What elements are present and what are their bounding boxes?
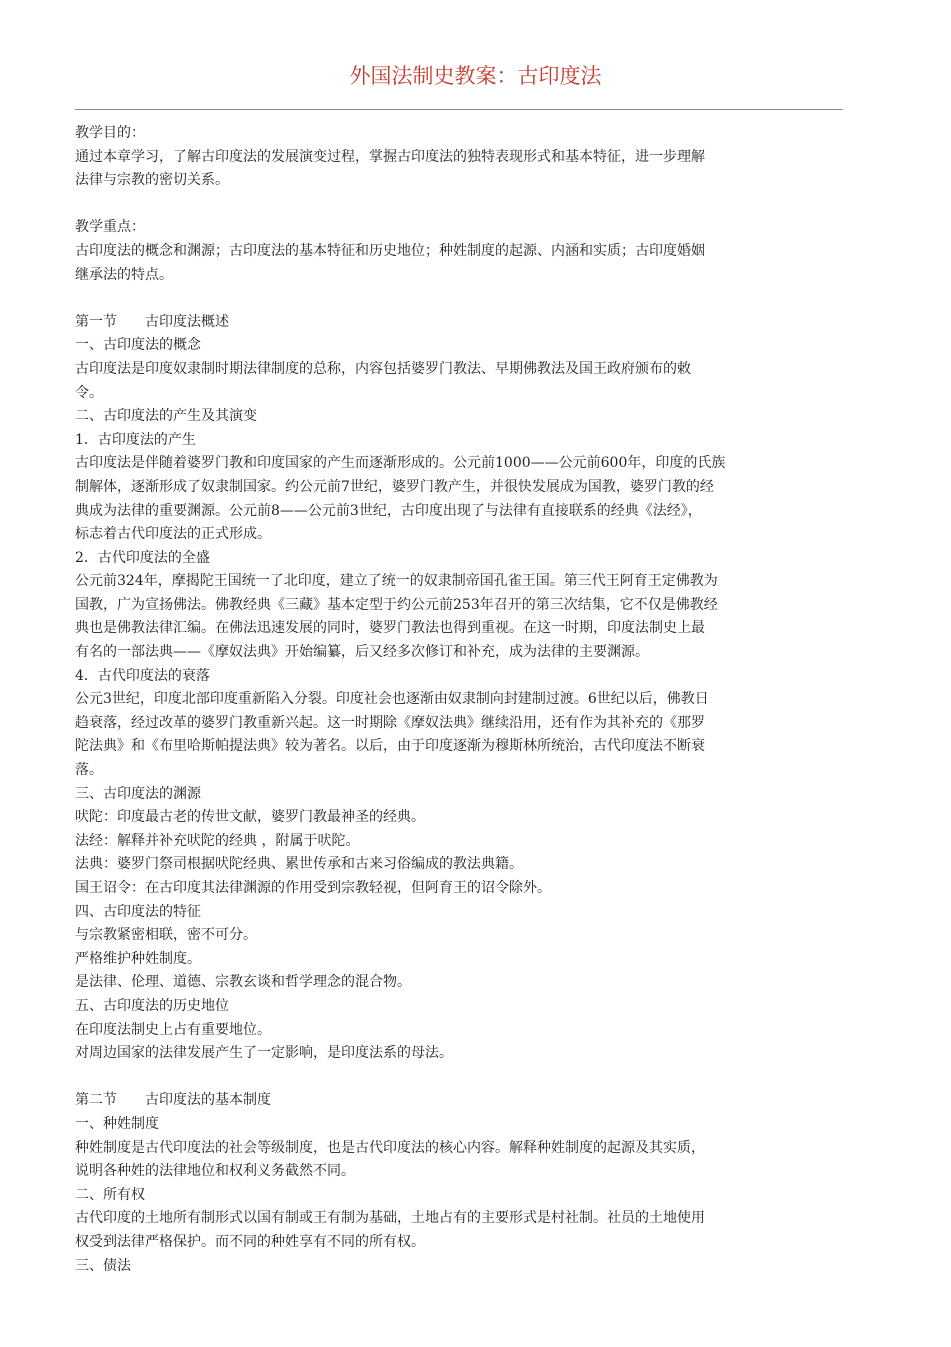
body-line: 古印度法是印度奴隶制时期法律制度的总称，内容包括婆罗门教法、早期佛教法及国王政府颁布的敕 bbox=[75, 360, 691, 377]
body-line: 第一节 古印度法概述 bbox=[75, 313, 229, 330]
body-line: 法经：解释并补充吠陀的经典 ，附属于吠陀。 bbox=[75, 832, 360, 849]
body-line: 种姓制度是古代印度法的社会等级制度，也是古代印度法的核心内容。解释种姓制度的起源及其实质， bbox=[75, 1139, 705, 1156]
body-line: 三、古印度法的渊源 bbox=[75, 785, 201, 802]
body-line: 1．古印度法的产生 bbox=[75, 431, 196, 448]
body-line: 制解体，逐渐形成了奴隶制国家。约公元前7世纪，婆罗门教产生，并很快发展成为国教，婆罗门教的经 bbox=[75, 478, 714, 495]
body-line: 国教，广为宣扬佛法。佛教经典《三藏》基本定型于约公元前253年召开的第三次结集，它不仅是佛教经 bbox=[75, 596, 718, 613]
body-line: 公元3世纪，印度北部印度重新陷入分裂。印度社会也逐渐由奴隶制向封建制过渡。6世纪以后，佛教日 bbox=[75, 691, 709, 708]
body-line: 权受到法律严格保护。而不同的种姓享有不同的所有权。 bbox=[75, 1233, 425, 1250]
body-line: 五、古印度法的历史地位 bbox=[75, 997, 229, 1014]
body-line: 法律与宗教的密切关系。 bbox=[75, 172, 229, 189]
body-line: 公元前324年，摩揭陀王国统一了北印度，建立了统一的奴隶制帝国孔雀王国。第三代王阿育王定佛教为 bbox=[75, 573, 718, 590]
body-line: 陀法典》和《布里哈斯帕提法典》较为著名。以后，由于印度逐渐为穆斯林所统治，古代印度法不断衰 bbox=[75, 738, 705, 755]
body-line: 通过本章学习，了解古印度法的发展演变过程，掌握古印度法的独特表现形式和基本特征，进一步理解 bbox=[75, 148, 705, 165]
body-line: 有名的一部法典——《摩奴法典》开始编纂，后又经多次修订和补充，成为法律的主要渊源。 bbox=[75, 644, 649, 661]
body-line: 教学目的： bbox=[75, 125, 145, 141]
body-line: 法典：婆罗门祭司根据吠陀经典、累世传承和古来习俗编成的教法典籍。 bbox=[75, 856, 523, 873]
blank-line bbox=[75, 1066, 843, 1090]
body-line: 说明各种姓的法律地位和权利义务截然不同。 bbox=[75, 1163, 355, 1180]
body-line: 古印度法的概念和渊源；古印度法的基本特征和历史地位；种姓制度的起源、内涵和实质；古印度婚姻 bbox=[75, 242, 705, 259]
title-divider bbox=[75, 109, 843, 110]
body-line: 趋衰落，经过改革的婆罗门教重新兴起。这一时期除《摩奴法典》继续沿用，还有作为其补充的《那罗 bbox=[75, 714, 705, 731]
document-title: 外国法制史教案：古印度法 bbox=[349, 64, 602, 88]
body-line: 2．古代印度法的全盛 bbox=[75, 549, 210, 566]
body-line: 三、债法 bbox=[75, 1257, 131, 1274]
body-line: 4．古代印度法的衰落 bbox=[75, 667, 210, 684]
body-line: 与宗教紧密相联，密不可分。 bbox=[75, 927, 257, 944]
body-line: 继承法的特点。 bbox=[75, 266, 173, 283]
body-line: 典也是佛教法律汇编。在佛法迅速发展的同时，婆罗门教法也得到重视。在这一时期，印度法制史上最 bbox=[75, 620, 705, 637]
body-line: 一、古印度法的概念 bbox=[75, 337, 201, 354]
body-line: 二、所有权 bbox=[75, 1186, 145, 1203]
body-line: 古印度法是伴随着婆罗门教和印度国家的产生而逐渐形成的。公元前1000——公元前600年，印度的氏族 bbox=[75, 455, 726, 472]
body-line: 第二节 古印度法的基本制度 bbox=[75, 1092, 271, 1109]
blank-line bbox=[75, 287, 843, 311]
body-line: 在印度法制史上占有重要地位。 bbox=[75, 1021, 271, 1038]
body-line: 严格维护种姓制度。 bbox=[75, 950, 201, 967]
blank-line bbox=[75, 193, 843, 217]
body-line: 对周边国家的法律发展产生了一定影响，是印度法系的母法。 bbox=[75, 1045, 453, 1062]
body-line: 国王诏令：在古印度其法律渊源的作用受到宗教轻视，但阿育王的诏令除外。 bbox=[75, 880, 551, 896]
body-line: 令。 bbox=[75, 384, 103, 401]
body-line: 吠陀：印度最古老的传世文献，婆罗门教最神圣的经典。 bbox=[75, 809, 425, 826]
body-line: 古代印度的土地所有制形式以国有制或王有制为基础，土地占有的主要形式是村社制。社员的土地使用 bbox=[75, 1210, 705, 1227]
body-line: 落。 bbox=[75, 762, 103, 779]
document-body bbox=[75, 122, 843, 1278]
body-line: 四、古印度法的特征 bbox=[75, 903, 201, 920]
body-line: 典成为法律的重要渊源。公元前8——公元前3世纪，古印度出现了与法律有直接联系的经典《法经》， bbox=[75, 502, 702, 519]
body-line: 一、种姓制度 bbox=[75, 1115, 159, 1132]
body-line: 二、古印度法的产生及其演变 bbox=[75, 408, 257, 425]
body-line: 标志着古代印度法的正式形成。 bbox=[75, 526, 271, 543]
body-line: 是法律、伦理、道德、宗教玄谈和哲学理念的混合物。 bbox=[75, 974, 411, 991]
body-line: 教学重点： bbox=[75, 219, 145, 236]
